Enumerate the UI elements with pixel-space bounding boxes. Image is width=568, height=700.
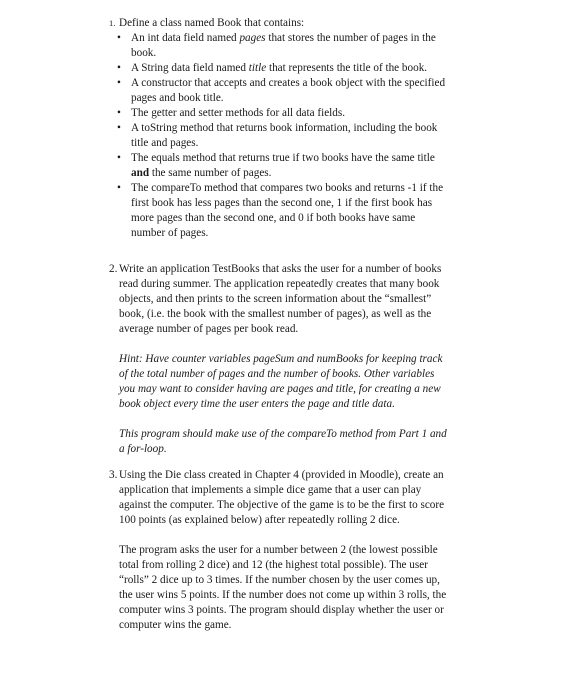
- question-2: [109, 262, 449, 457]
- bullet-constructor: • A constructor that accepts and creates a book object with the specified pages and book title.: [117, 77, 446, 104]
- question-2-number: 2.: [109, 263, 118, 275]
- question-1-bullets: [109, 31, 449, 241]
- question-3-text-2: The program asks the user for a number between 2 (the lowest possible total from rolling 2 dice) and 12 (the highest total possible). The user “rolls” 2 dice up to 3 times. If the number chosen by the user comes up, the user wins 5 points. If the number does not come up within 3 rolls, the computer wins 3 points. The program should display whether the user or computer wins the game.: [119, 544, 447, 631]
- question-2-text: Write an application TestBooks that asks the user for a number of books read during summer. The application repeatedly creates that many book objects, and then prints to the screen information about the “smallest” book, (i.e. the book with the smallest number of pages), as well as the average number of pages per book read.: [119, 263, 442, 335]
- question-1-lead: Define a class named Book that contains:: [119, 17, 305, 29]
- bullet-tostring: • A toString method that returns book information, including the book title and pages.: [117, 122, 438, 149]
- question-2-hint: Hint: Have counter variables pageSum and numBooks for keeping track of the total number of pages and the number of books. Other variables you may want to consider having are pages and title, for creating a new book object every time the user enters the page and title data.: [119, 353, 443, 410]
- question-3: [109, 468, 449, 633]
- bullet-title-field: • A String data field named title that represents the title of the book.: [117, 62, 428, 74]
- bullet-getters-setters: • The getter and setter methods for all data fields.: [117, 107, 346, 119]
- question-1: [109, 16, 449, 241]
- question-3-text: Using the Die class created in Chapter 4 (provided in Moodle), create an application that implements a simple dice game that a user can play against the computer. The objective of the game is to be the first to score 100 points (as explained below) after repeatedly rolling 2 dice.: [119, 469, 445, 526]
- question-1-number: 1.: [109, 18, 116, 28]
- bullet-pages-field: • An int data field named pages that stores the number of pages in the book.: [117, 32, 436, 59]
- question-2-note: This program should make use of the compareTo method from Part 1 and a for-loop.: [119, 428, 447, 455]
- bullet-equals: • The equals method that returns true if two books have the same title and the same number of pages.: [117, 152, 435, 179]
- bullet-compareto: • The compareTo method that compares two books and returns -1 if the first book has less pages than the second one, 1 if the first book has more pages than the second one, and 0 if both books have same number of pages.: [117, 182, 444, 239]
- question-3-number: 3.: [109, 469, 118, 481]
